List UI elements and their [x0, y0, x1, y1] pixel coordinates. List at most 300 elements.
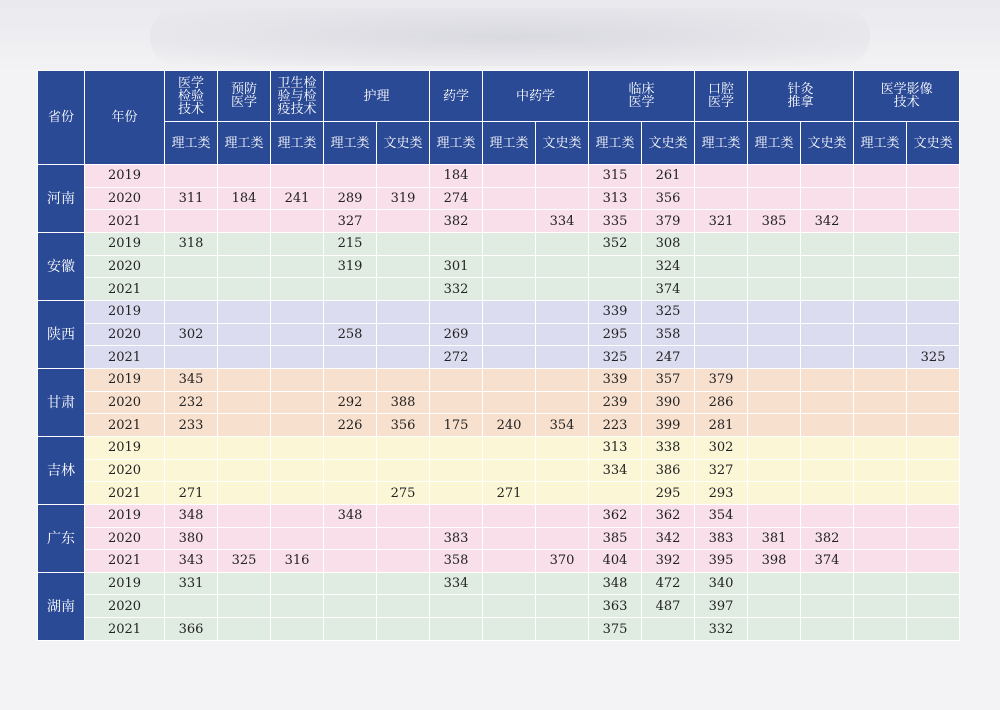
table-row: [38, 232, 960, 255]
score-cell: 324: [642, 255, 695, 278]
score-cell: 363: [589, 595, 642, 618]
score-cell: [854, 165, 907, 188]
score-cell: [854, 527, 907, 550]
score-cell: 397: [695, 595, 748, 618]
score-cell: [271, 459, 324, 482]
score-cell: 356: [377, 414, 430, 437]
score-cell: [536, 346, 589, 369]
score-cell: [483, 527, 536, 550]
score-cell: [801, 572, 854, 595]
score-cell: [536, 165, 589, 188]
header-province: 省份: [38, 71, 85, 165]
score-cell: [907, 550, 960, 573]
score-cell: [536, 618, 589, 641]
score-cell: 356: [642, 187, 695, 210]
province-cell: 广东: [38, 504, 85, 572]
score-cell: [483, 278, 536, 301]
table-row: [38, 210, 960, 233]
score-cell: [801, 504, 854, 527]
score-cell: [695, 300, 748, 323]
score-cell: [854, 232, 907, 255]
score-cell: 311: [165, 187, 218, 210]
score-cell: [377, 550, 430, 573]
table-row: [38, 346, 960, 369]
admission-score-table: [37, 70, 960, 641]
score-cell: [483, 210, 536, 233]
score-cell: [483, 436, 536, 459]
score-cell: 348: [324, 504, 377, 527]
score-cell: [218, 572, 271, 595]
year-cell: 2021: [85, 482, 165, 505]
score-cell: [907, 459, 960, 482]
score-cell: 348: [589, 572, 642, 595]
score-cell: [377, 504, 430, 527]
table-row: [38, 527, 960, 550]
score-cell: 332: [430, 278, 483, 301]
score-cell: [589, 255, 642, 278]
score-cell: [430, 459, 483, 482]
score-cell: [801, 595, 854, 618]
score-cell: 343: [165, 550, 218, 573]
score-cell: 175: [430, 414, 483, 437]
score-cell: [483, 346, 536, 369]
score-cell: [271, 595, 324, 618]
year-cell: 2019: [85, 436, 165, 459]
score-cell: [907, 187, 960, 210]
score-cell: [271, 210, 324, 233]
score-cell: 302: [695, 436, 748, 459]
score-cell: [324, 550, 377, 573]
year-cell: 2021: [85, 278, 165, 301]
score-cell: [483, 550, 536, 573]
score-cell: 385: [748, 210, 801, 233]
score-cell: 318: [165, 232, 218, 255]
score-cell: 374: [801, 550, 854, 573]
score-cell: [854, 595, 907, 618]
score-cell: 381: [748, 527, 801, 550]
score-cell: [907, 527, 960, 550]
score-cell: 232: [165, 391, 218, 414]
score-cell: 331: [165, 572, 218, 595]
score-cell: [483, 595, 536, 618]
score-cell: 380: [165, 527, 218, 550]
score-cell: 313: [589, 436, 642, 459]
table-row: [38, 278, 960, 301]
score-cell: [165, 210, 218, 233]
score-cell: [324, 482, 377, 505]
score-cell: [801, 368, 854, 391]
score-cell: 386: [642, 459, 695, 482]
score-cell: [165, 346, 218, 369]
score-cell: 383: [430, 527, 483, 550]
score-cell: 327: [695, 459, 748, 482]
score-cell: [218, 527, 271, 550]
score-cell: [748, 618, 801, 641]
score-cell: 342: [801, 210, 854, 233]
score-cell: [801, 482, 854, 505]
score-cell: 375: [589, 618, 642, 641]
score-cell: [483, 255, 536, 278]
score-cell: [271, 618, 324, 641]
score-cell: [271, 414, 324, 437]
score-cell: 271: [165, 482, 218, 505]
score-cell: 261: [642, 165, 695, 188]
score-cell: [536, 368, 589, 391]
score-cell: [324, 165, 377, 188]
score-cell: [218, 210, 271, 233]
score-cell: [801, 300, 854, 323]
score-cell: 301: [430, 255, 483, 278]
score-cell: [218, 595, 271, 618]
score-cell: [483, 300, 536, 323]
major-header: 卫生检 验与检 疫技术: [271, 71, 324, 122]
category-header: 理工类: [748, 122, 801, 165]
year-cell: 2020: [85, 255, 165, 278]
category-header: 理工类: [854, 122, 907, 165]
year-cell: 2019: [85, 368, 165, 391]
score-cell: [377, 210, 430, 233]
score-cell: 338: [642, 436, 695, 459]
score-cell: [695, 187, 748, 210]
province-cell: 陕西: [38, 300, 85, 368]
score-cell: 335: [589, 210, 642, 233]
score-cell: [165, 300, 218, 323]
score-cell: [377, 368, 430, 391]
score-cell: [483, 504, 536, 527]
score-cell: 383: [695, 527, 748, 550]
score-cell: 370: [536, 550, 589, 573]
score-cell: 281: [695, 414, 748, 437]
score-cell: [218, 278, 271, 301]
score-cell: [218, 232, 271, 255]
score-cell: [271, 527, 324, 550]
score-cell: [907, 232, 960, 255]
score-cell: [748, 459, 801, 482]
score-cell: 233: [165, 414, 218, 437]
score-cell: 215: [324, 232, 377, 255]
score-cell: [377, 232, 430, 255]
table-row: [38, 391, 960, 414]
score-cell: 354: [695, 504, 748, 527]
score-cell: [907, 414, 960, 437]
score-cell: [748, 436, 801, 459]
score-cell: [218, 323, 271, 346]
score-cell: [854, 300, 907, 323]
score-cell: [271, 232, 324, 255]
score-cell: [483, 618, 536, 641]
year-cell: 2019: [85, 165, 165, 188]
score-cell: 382: [801, 527, 854, 550]
table-row: [38, 595, 960, 618]
score-cell: 313: [589, 187, 642, 210]
score-cell: [854, 459, 907, 482]
score-cell: [748, 278, 801, 301]
score-cell: [748, 572, 801, 595]
score-cell: [377, 436, 430, 459]
score-cell: [483, 459, 536, 482]
score-cell: [801, 165, 854, 188]
score-cell: 357: [642, 368, 695, 391]
year-cell: 2019: [85, 504, 165, 527]
score-cell: [854, 550, 907, 573]
score-cell: [801, 255, 854, 278]
score-cell: 399: [642, 414, 695, 437]
score-cell: [695, 278, 748, 301]
score-cell: [801, 278, 854, 301]
score-cell: 325: [589, 346, 642, 369]
score-cell: [430, 300, 483, 323]
score-cell: [165, 278, 218, 301]
score-cell: [271, 436, 324, 459]
score-cell: [907, 572, 960, 595]
score-cell: [695, 232, 748, 255]
score-cell: [430, 368, 483, 391]
score-cell: [801, 618, 854, 641]
score-cell: 354: [536, 414, 589, 437]
score-cell: 275: [377, 482, 430, 505]
category-header: 理工类: [589, 122, 642, 165]
table-body: [38, 165, 960, 641]
score-cell: [271, 278, 324, 301]
table-row: [38, 482, 960, 505]
score-cell: [324, 618, 377, 641]
score-cell: 325: [218, 550, 271, 573]
score-cell: 374: [642, 278, 695, 301]
score-cell: 332: [695, 618, 748, 641]
score-cell: [748, 368, 801, 391]
blurred-watermark: [150, 8, 870, 66]
year-cell: 2021: [85, 550, 165, 573]
score-cell: [271, 346, 324, 369]
top-background-band: [0, 0, 1000, 72]
score-cell: [430, 595, 483, 618]
score-cell: 289: [324, 187, 377, 210]
score-cell: 404: [589, 550, 642, 573]
score-cell: [218, 255, 271, 278]
score-cell: 302: [165, 323, 218, 346]
score-cell: [218, 482, 271, 505]
category-header: 文史类: [377, 122, 430, 165]
score-cell: 379: [695, 368, 748, 391]
year-cell: 2020: [85, 459, 165, 482]
score-cell: [271, 300, 324, 323]
category-header: 理工类: [695, 122, 748, 165]
score-cell: [271, 255, 324, 278]
score-cell: [430, 436, 483, 459]
province-cell: 湖南: [38, 572, 85, 640]
score-cell: [536, 255, 589, 278]
score-cell: [854, 618, 907, 641]
score-cell: 274: [430, 187, 483, 210]
score-cell: [536, 504, 589, 527]
year-cell: 2021: [85, 346, 165, 369]
score-cell: [536, 459, 589, 482]
score-cell: [801, 436, 854, 459]
score-cell: [271, 482, 324, 505]
score-cell: [218, 368, 271, 391]
score-cell: [324, 595, 377, 618]
score-cell: [483, 368, 536, 391]
score-cell: [165, 255, 218, 278]
category-header: 理工类: [324, 122, 377, 165]
score-cell: [165, 595, 218, 618]
score-cell: [271, 391, 324, 414]
table-row: [38, 165, 960, 188]
score-cell: [907, 323, 960, 346]
score-cell: 247: [642, 346, 695, 369]
score-cell: [218, 618, 271, 641]
score-cell: [854, 323, 907, 346]
score-cell: [907, 368, 960, 391]
province-cell: 甘肃: [38, 368, 85, 436]
score-cell: 295: [642, 482, 695, 505]
score-cell: [536, 436, 589, 459]
score-cell: [854, 255, 907, 278]
score-cell: 398: [748, 550, 801, 573]
score-cell: [377, 323, 430, 346]
score-cell: [854, 414, 907, 437]
score-cell: [430, 504, 483, 527]
score-cell: [748, 300, 801, 323]
table-row: [38, 459, 960, 482]
score-cell: 390: [642, 391, 695, 414]
score-cell: [165, 459, 218, 482]
score-cell: [907, 436, 960, 459]
score-cell: [695, 165, 748, 188]
score-cell: 358: [642, 323, 695, 346]
score-cell: [748, 414, 801, 437]
score-cell: 271: [483, 482, 536, 505]
score-cell: [324, 346, 377, 369]
score-cell: 272: [430, 346, 483, 369]
score-cell: 319: [324, 255, 377, 278]
province-cell: 河南: [38, 165, 85, 233]
score-cell: [907, 300, 960, 323]
score-cell: 362: [642, 504, 695, 527]
score-cell: 348: [165, 504, 218, 527]
score-cell: 325: [907, 346, 960, 369]
score-cell: [377, 618, 430, 641]
score-cell: [483, 165, 536, 188]
score-cell: 388: [377, 391, 430, 414]
score-cell: 308: [642, 232, 695, 255]
table-row: [38, 323, 960, 346]
score-cell: 241: [271, 187, 324, 210]
score-cell: [854, 482, 907, 505]
score-cell: [536, 278, 589, 301]
score-cell: 334: [589, 459, 642, 482]
score-cell: [165, 165, 218, 188]
score-cell: [483, 232, 536, 255]
score-cell: 316: [271, 550, 324, 573]
score-cell: [377, 165, 430, 188]
year-cell: 2021: [85, 210, 165, 233]
score-cell: [854, 572, 907, 595]
score-cell: 327: [324, 210, 377, 233]
score-cell: 362: [589, 504, 642, 527]
score-cell: [907, 255, 960, 278]
major-header: 中药学: [483, 71, 589, 122]
year-cell: 2020: [85, 187, 165, 210]
score-cell: [907, 210, 960, 233]
score-cell: 352: [589, 232, 642, 255]
score-cell: 226: [324, 414, 377, 437]
score-cell: [218, 165, 271, 188]
score-cell: [165, 436, 218, 459]
score-cell: [748, 504, 801, 527]
score-cell: [324, 368, 377, 391]
score-cell: 395: [695, 550, 748, 573]
category-header: 理工类: [483, 122, 536, 165]
score-cell: 184: [430, 165, 483, 188]
score-cell: [854, 504, 907, 527]
score-cell: [430, 391, 483, 414]
score-cell: [324, 459, 377, 482]
score-cell: [536, 300, 589, 323]
score-cell: [536, 391, 589, 414]
score-cell: [695, 323, 748, 346]
score-cell: [748, 187, 801, 210]
major-header: 医学影像 技术: [854, 71, 960, 122]
table-row: [38, 618, 960, 641]
score-cell: [801, 391, 854, 414]
score-cell: 325: [642, 300, 695, 323]
score-cell: [536, 482, 589, 505]
score-cell: [907, 618, 960, 641]
major-header: 临床 医学: [589, 71, 695, 122]
score-cell: [483, 323, 536, 346]
score-cell: 334: [430, 572, 483, 595]
score-cell: [907, 278, 960, 301]
score-cell: 292: [324, 391, 377, 414]
year-cell: 2019: [85, 232, 165, 255]
score-cell: [271, 504, 324, 527]
score-cell: [748, 595, 801, 618]
major-header: 预防 医学: [218, 71, 271, 122]
score-cell: 295: [589, 323, 642, 346]
score-cell: [218, 504, 271, 527]
score-cell: [589, 278, 642, 301]
score-cell: [748, 482, 801, 505]
score-cell: [271, 323, 324, 346]
category-header: 理工类: [218, 122, 271, 165]
score-cell: [377, 300, 430, 323]
major-header: 药学: [430, 71, 483, 122]
year-cell: 2019: [85, 300, 165, 323]
year-cell: 2020: [85, 391, 165, 414]
score-cell: [271, 165, 324, 188]
score-cell: [854, 346, 907, 369]
score-cell: [801, 459, 854, 482]
category-header: 理工类: [430, 122, 483, 165]
score-cell: 392: [642, 550, 695, 573]
score-cell: 319: [377, 187, 430, 210]
score-cell: [589, 482, 642, 505]
score-cell: [271, 368, 324, 391]
score-cell: 358: [430, 550, 483, 573]
major-header: 医学 检验 技术: [165, 71, 218, 122]
score-cell: 240: [483, 414, 536, 437]
province-cell: 吉林: [38, 436, 85, 504]
score-cell: [483, 391, 536, 414]
score-cell: [748, 255, 801, 278]
category-header: 理工类: [165, 122, 218, 165]
score-cell: [324, 300, 377, 323]
table-row: [38, 300, 960, 323]
table-row: [38, 368, 960, 391]
year-cell: 2021: [85, 618, 165, 641]
province-cell: 安徽: [38, 232, 85, 300]
